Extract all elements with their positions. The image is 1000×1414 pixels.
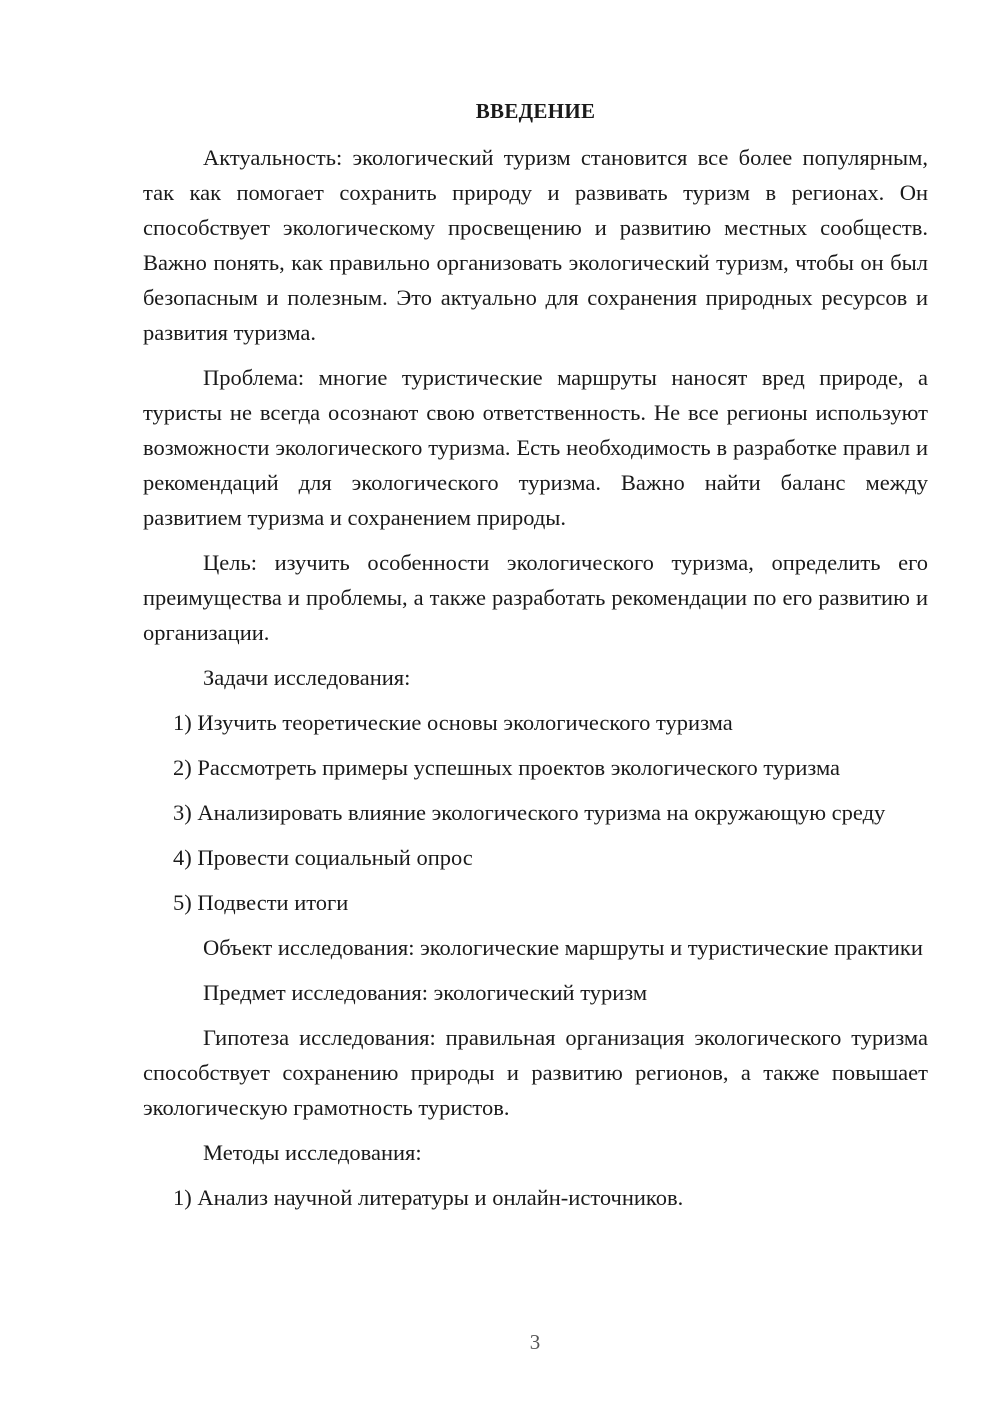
hypothesis-paragraph: Гипотеза исследования: правильная организация экологического туризма способствует сохранению природы и развитию регионов, а также повышает экологическую грамотность туристов. (143, 1025, 928, 1120)
tasks-heading: Задачи исследования: (203, 665, 411, 690)
task-item: 4) Провести социальный опрос (173, 845, 473, 870)
section-title: ВВЕДЕНИЕ (475, 99, 596, 123)
subject-paragraph: Предмет исследования: экологический туризм (203, 980, 648, 1005)
task-item: 1) Изучить теоретические основы экологического туризма (173, 710, 733, 735)
task-item: 3) Анализировать влияние экологического туризма на окружающую среду (173, 800, 886, 825)
page-number: 3 (529, 1330, 541, 1354)
problem-paragraph: Проблема: многие туристические маршруты наносят вред природе, а туристы не всегда осознают свою ответственность. Не все регионы используют возможности экологического туризма. Есть необходимость в разработке правил и рекомендаций для экологического туризма. Важно найти баланс между развитием туризма и сохранением природы. (143, 365, 928, 530)
task-item: 2) Рассмотреть примеры успешных проектов экологического туризма (173, 755, 841, 780)
relevance-paragraph: Актуальность: экологический туризм становится все более популярным, так как помогает сохранить природу и развивать туризм в регионах. Он способствует экологическому просвещению и развитию местных сообществ. Важно понять, как правильно организовать экологический туризм, чтобы он был безопасным и полезным. Это актуально для сохранения природных ресурсов и развития туризма. (143, 145, 928, 345)
task-item: 5) Подвести итоги (173, 890, 349, 915)
document-page (143, 94, 928, 1225)
goal-paragraph: Цель: изучить особенности экологического туризма, определить его преимущества и проблемы, а также разработать рекомендации по его развитию и организации. (143, 550, 928, 645)
methods-heading: Методы исследования: (203, 1140, 422, 1165)
method-item: 1) Анализ научной литературы и онлайн-источников. (173, 1185, 684, 1210)
object-paragraph: Объект исследования: экологические маршруты и туристические практики (203, 935, 923, 960)
